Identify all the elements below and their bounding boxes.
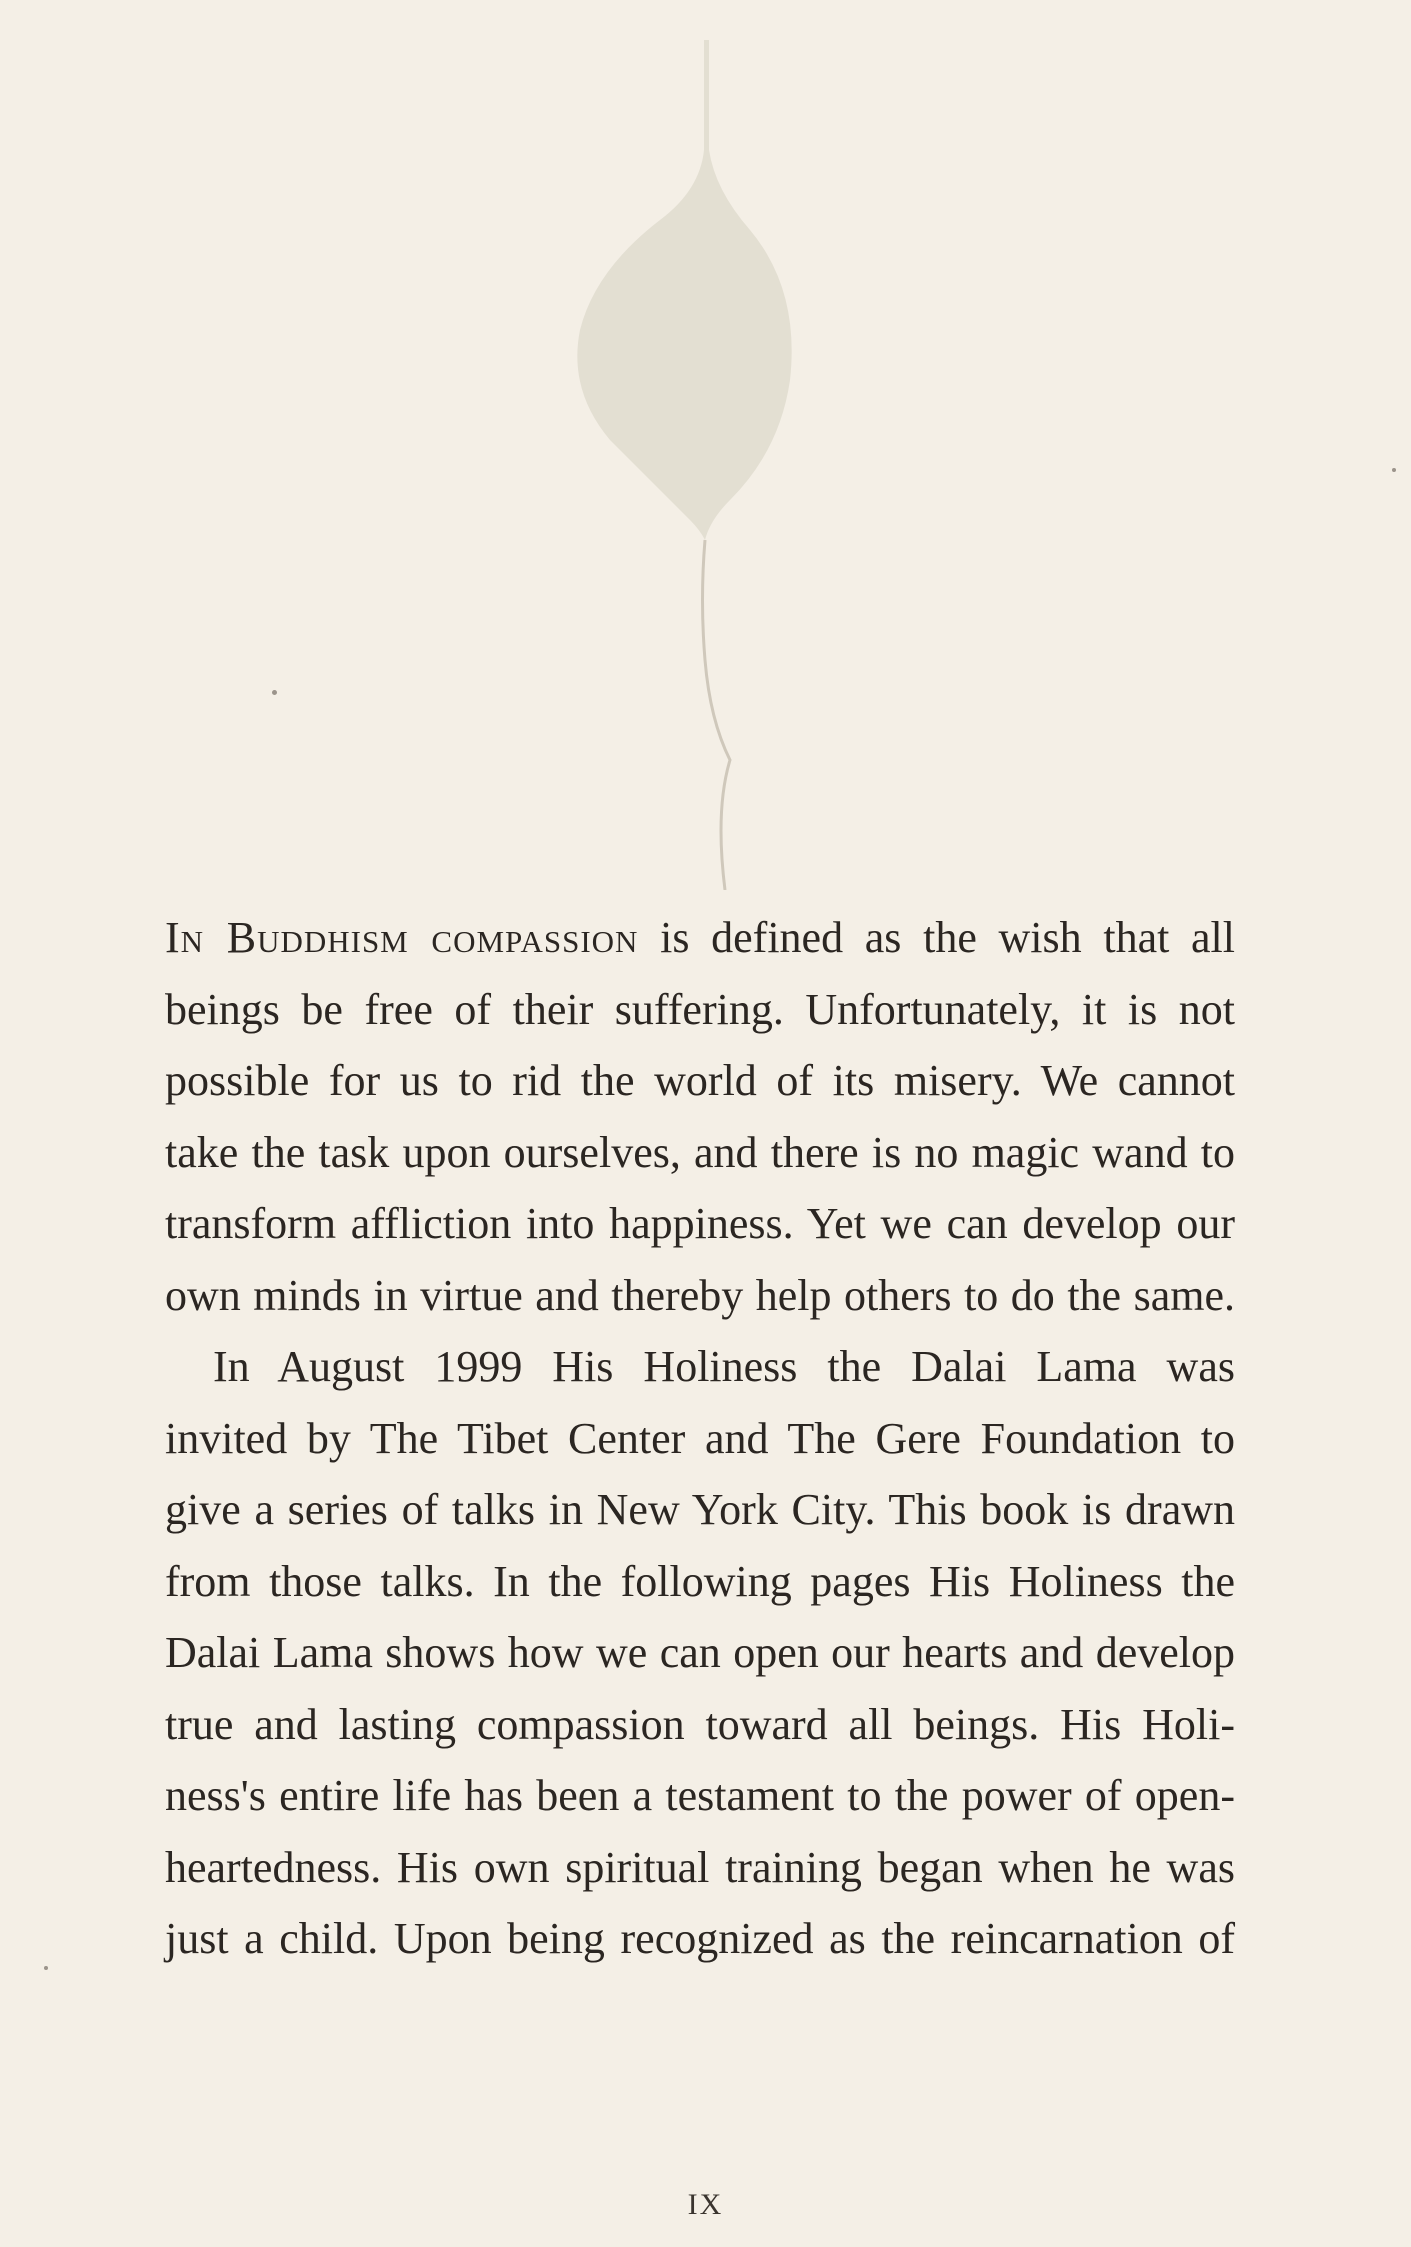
text-line: from those talks. In the following pages His Holiness the bbox=[165, 1556, 1235, 1606]
paragraph bbox=[165, 1331, 1235, 1975]
text-line: transform affliction into happiness. Yet we can develop our bbox=[165, 1199, 1235, 1248]
text-line: true and lasting compassion toward all beings. His Holi- bbox=[165, 1699, 1235, 1749]
text-line: Dalai Lama shows how we can open our hearts and develop bbox=[165, 1628, 1235, 1677]
paper-speck bbox=[1392, 468, 1396, 472]
text-line: beings be free of their suffering. Unfortunately, it is not bbox=[165, 984, 1235, 1034]
paragraph bbox=[165, 902, 1235, 1331]
text-line: heartedness. His own spiritual training began when he was bbox=[165, 1842, 1235, 1892]
text-line: In August 1999 His Holiness the Dalai Lama was bbox=[213, 1342, 1235, 1391]
lead-in-small-caps: In Buddhism compassion bbox=[165, 913, 639, 962]
text-line: In Buddhism compassion is defined as the wish that all bbox=[165, 913, 1235, 962]
page-number: IX bbox=[687, 2188, 724, 2221]
text-line: own minds in virtue and thereby help others to do the same. bbox=[165, 1270, 1235, 1320]
text-line: give a series of talks in New York City. This book is drawn bbox=[165, 1485, 1235, 1534]
paper-speck bbox=[44, 1966, 48, 1970]
text-line: invited by The Tibet Center and The Gere Foundation to bbox=[165, 1413, 1235, 1463]
text-line: take the task upon ourselves, and there is no magic wand to bbox=[165, 1127, 1235, 1177]
body-text bbox=[165, 902, 1235, 1975]
text-line: ness's entire life has been a testament to the power of open- bbox=[165, 1771, 1235, 1820]
paper-speck bbox=[272, 690, 277, 695]
bodhi-leaf-icon bbox=[500, 40, 800, 890]
text-line: just a child. Upon being recognized as the reincarnation of bbox=[165, 1914, 1235, 1963]
text-line: possible for us to rid the world of its misery. We cannot bbox=[165, 1056, 1235, 1105]
